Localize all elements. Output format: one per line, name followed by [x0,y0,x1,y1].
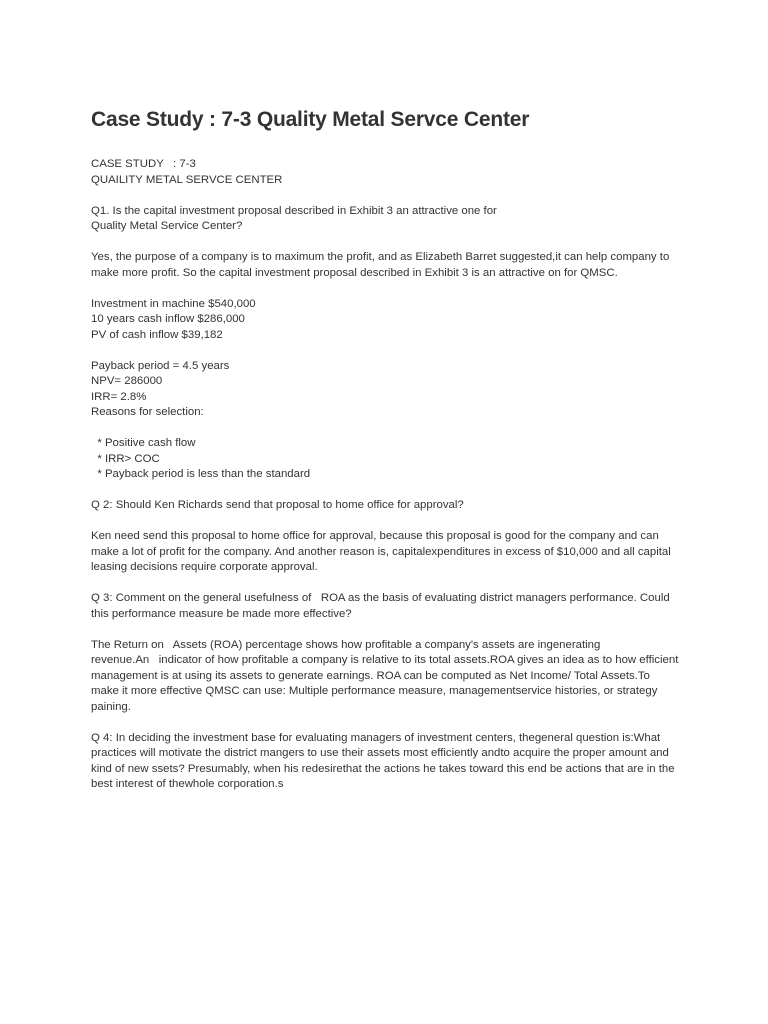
metric-line: Payback period = 4.5 years [91,359,230,372]
text-line: best interest of thewhole corporation.s [91,778,284,790]
text-line: make a lot of profit for the company. And another reason is, capitalexpenditures in excess of $10,000 and all capital [91,545,671,558]
reason-text: * Payback period is less than the standard [97,468,311,480]
q4-text [91,731,681,793]
metric-line: IRR= 2.8% [91,390,147,403]
q1-reasons-list [91,436,681,483]
case-study-header [91,157,681,188]
text-line: kind of new ssets? Presumably, when his redesirethat the actions he takes toward this end be actions that are in the [91,762,675,775]
q2-question [91,498,681,514]
text-line: Yes, the purpose of a company is to maximum the profit, and as Elizabeth Barret suggested,it can help company to [91,251,670,263]
q1-metrics [91,359,681,421]
text-line: Q 2: Should Ken Richards send that proposal to home office for approval? [91,499,464,511]
text-line: Ken need send this proposal to home office for approval, because this proposal is good for the company and can [91,530,659,542]
text-line: The Return on Assets (ROA) percentage shows how profitable a company's assets are ingenerating [91,638,601,651]
reason-text: * Positive cash flow [97,437,196,449]
header-line: QUAILITY METAL SERVCE CENTER [91,173,283,186]
text-line: Quality Metal Service Center? [91,220,243,232]
q3-question [91,591,681,622]
q1-figures [91,297,681,344]
q3-answer [91,638,681,716]
text-line: practices will motivate the district mangers to use their assets most efficiently andto acquire the proper amount and [91,747,669,759]
metric-line: NPV= 286000 [91,375,163,387]
text-line: paining. [91,700,131,713]
q2-answer [91,529,681,576]
document-title: Case Study : 7-3 Quality Metal Servce Center [91,108,530,131]
header-line: CASE STUDY : 7-3 [91,158,196,170]
reason-text: * IRR> COC [97,452,160,465]
metric-line: Reasons for selection: [91,406,204,418]
q1-answer [91,250,681,281]
reason-item [91,467,681,483]
q1-question [91,204,681,235]
figure-line: 10 years cash inflow $286,000 [91,313,245,325]
figure-line: PV of cash inflow $39,182 [91,328,223,341]
text-line: Q 3: Comment on the general usefulness of ROA as the basis of evaluating district managers performance. Could [91,592,670,604]
text-line: Q 4: In deciding the investment base for evaluating managers of investment centers, thegeneral question is:What [91,731,661,744]
text-line: make more profit. So the capital investment proposal described in Exhibit 3 is an attractive on for QMSC. [91,266,618,279]
reason-item [91,452,681,468]
text-line: this performance measure be made more effective? [91,607,352,620]
text-line: Q1. Is the capital investment proposal described in Exhibit 3 an attractive one for [91,204,497,217]
reason-item [91,436,681,452]
text-line: revenue.An indicator of how profitable a company is relative to its total assets.ROA gives an idea as to how efficient [91,654,679,666]
text-line: make it more effective QMSC can use: Multiple performance measure, managementservice histories, or strategy [91,685,658,697]
document-body [91,106,681,808]
text-line: management is at using its assets to generate earnings. ROA can be computed as Net Income/ Total Assets.To [91,669,650,682]
text-line: leasing decisions require corporate approval. [91,561,318,573]
figure-line: Investment in machine $540,000 [91,297,256,310]
